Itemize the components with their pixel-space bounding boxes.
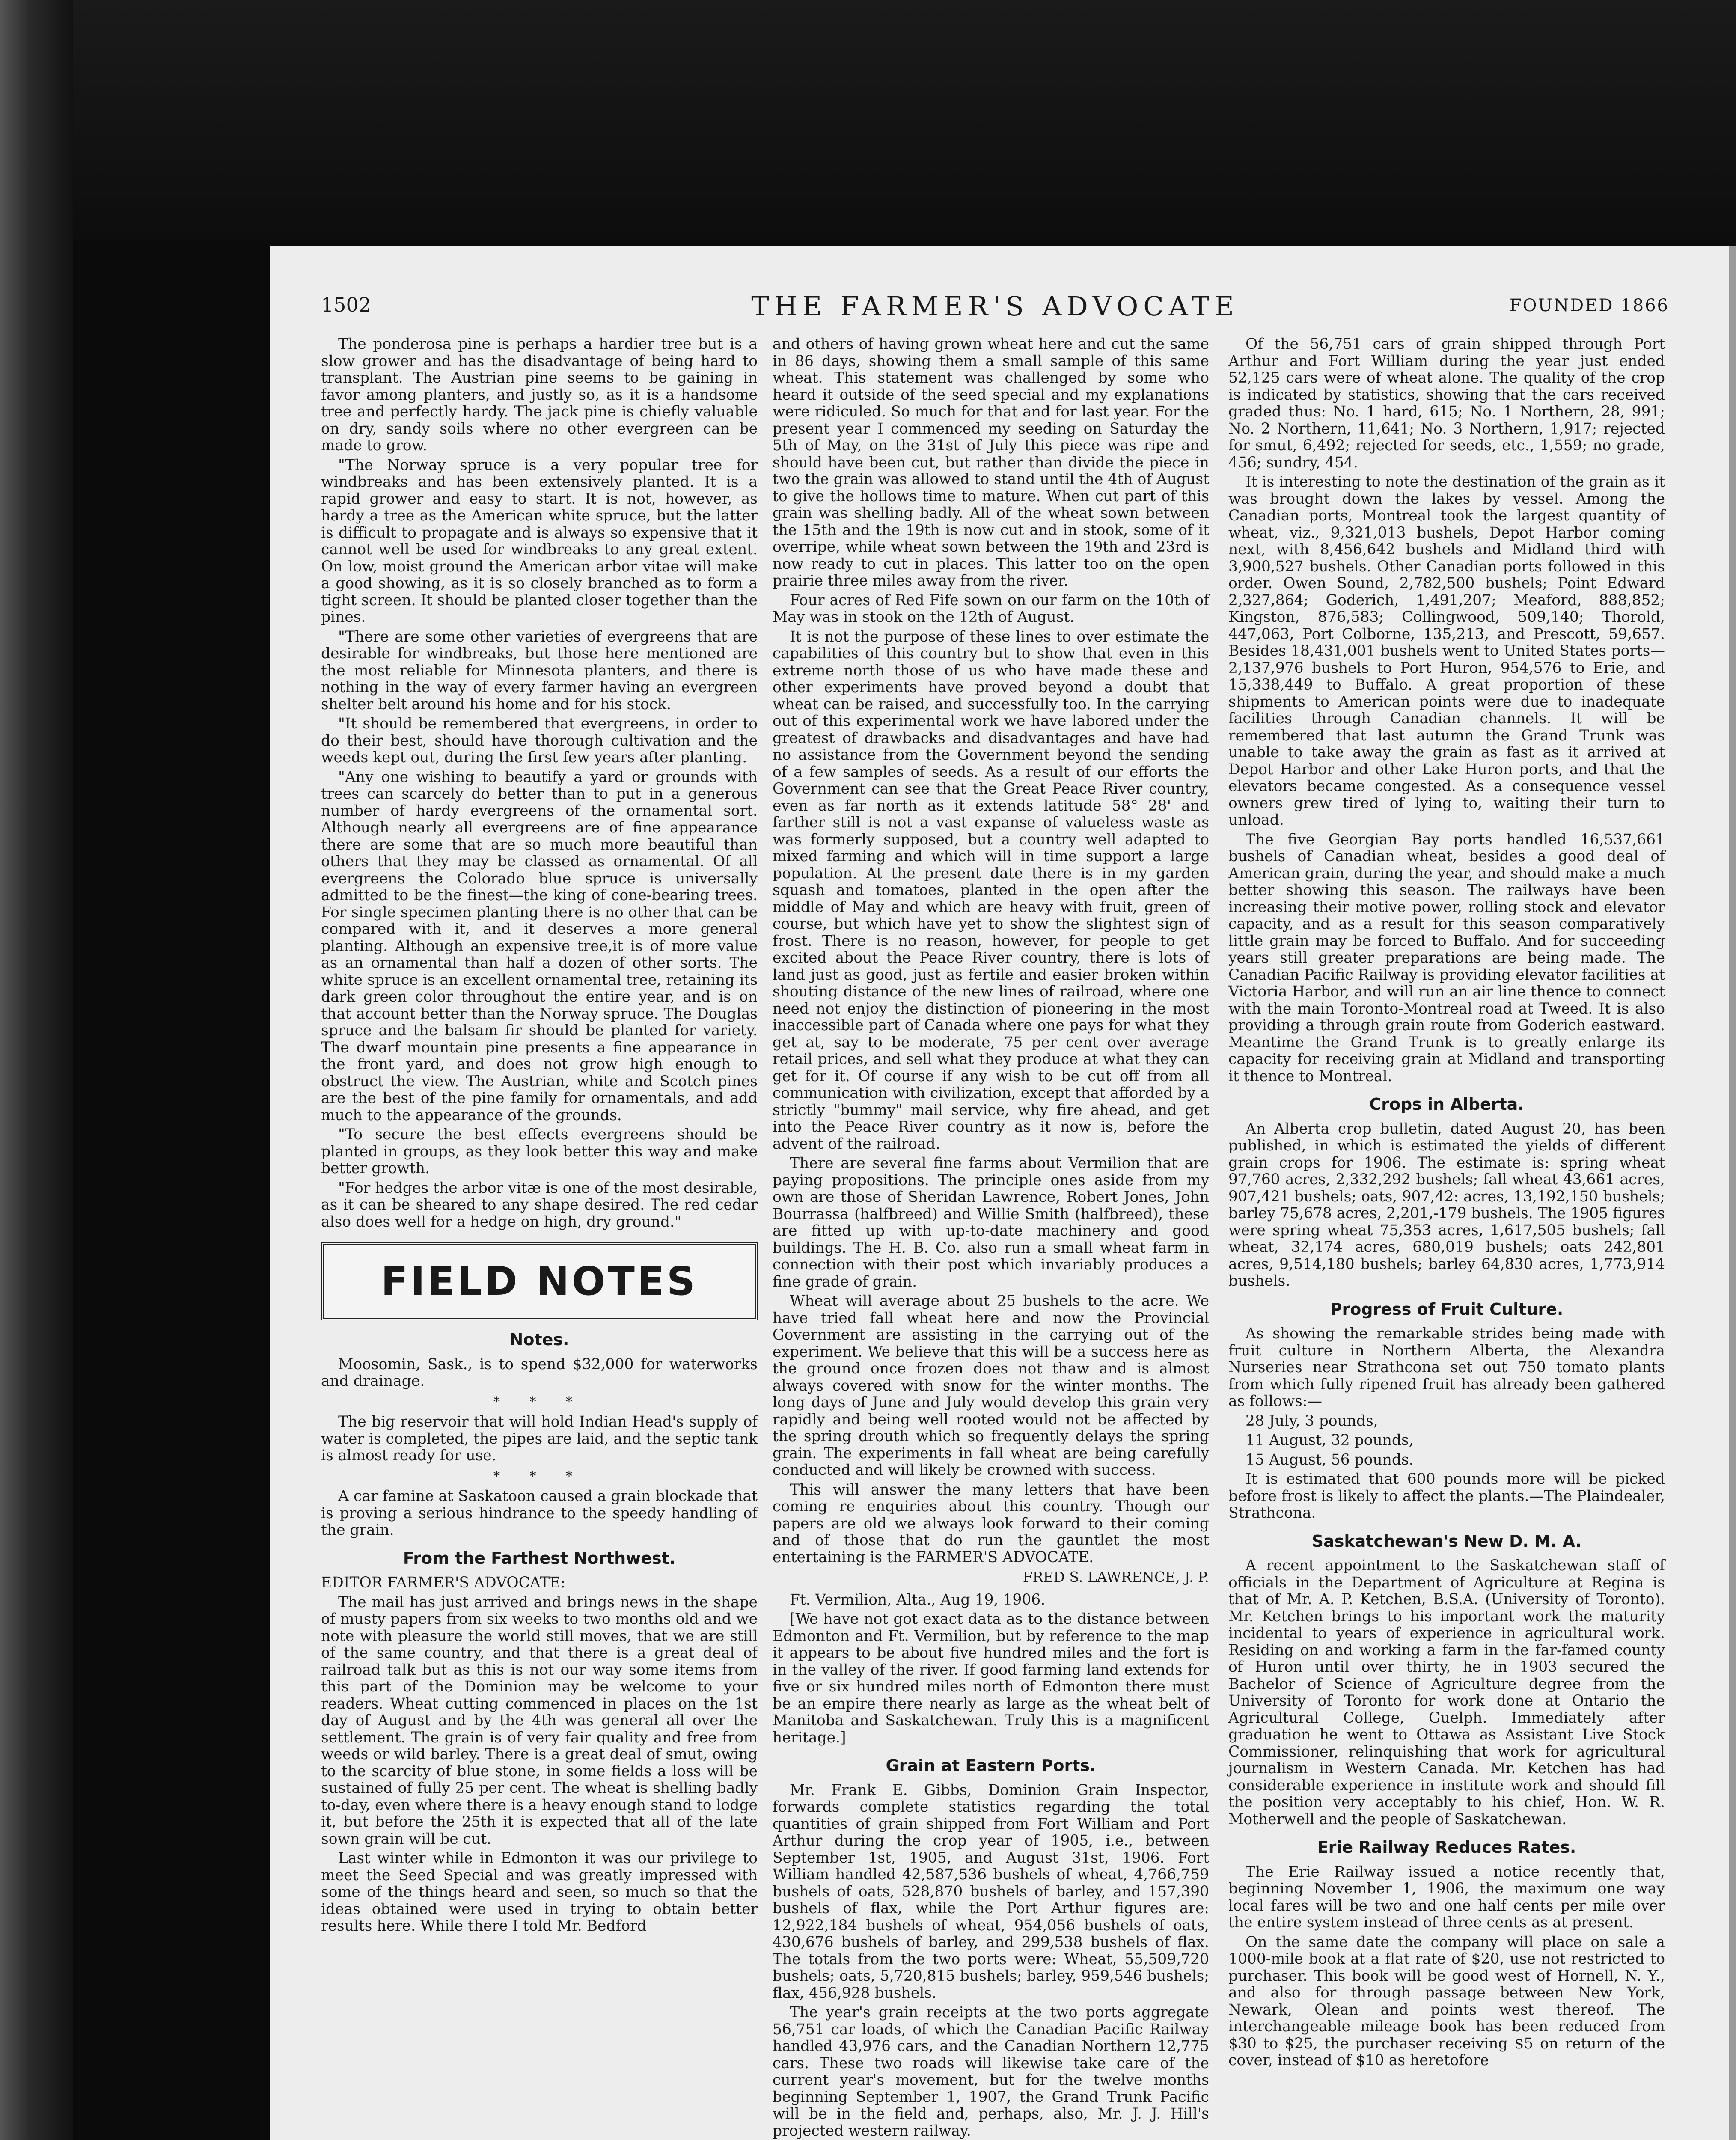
paragraph: On the same date the company will place on sale a 1000-mile book at a flat rate of $20, use not restricted to purchaser. This book will be good west of Hornell, N. Y., and also for through passage between New York, Newark, Olean and points west thereof. The interchangeable mileage book has been reduced from $30 to $25, the purchaser receiving $5 on return of the cover, instead of $10 as heretofore — [1228, 1933, 1665, 2069]
list-item: 28 July, 3 pounds, — [1246, 1412, 1378, 1430]
page-number: 1502 — [321, 293, 372, 316]
paragraph: The big reservoir that will hold Indian Head's supply of water is completed, the pipes are laid, and the septic tank is almost ready for use. — [321, 1413, 758, 1464]
separator-stars: * * * — [493, 1394, 586, 1409]
section-heading: Erie Railway Reduces Rates. — [1317, 1838, 1576, 1857]
dateline: Ft. Vermilion, Alta., Aug 19, 1906. — [790, 1591, 1046, 1608]
field-notes-banner: FIELD NOTES — [321, 1242, 758, 1320]
film-margin-left — [0, 0, 73, 2140]
section-heading: Saskatchewan's New D. M. A. — [1311, 1531, 1582, 1551]
paragraph: Four acres of Red Fife sown on our farm on the 10th of May was in stook on the 12th of August. — [773, 591, 1209, 626]
paragraph: The year's grain receipts at the two ports aggregate 56,751 car loads, of which the Canadian Pacific Railway handled 43,976 cars, and the Canadian Northern 12,775 cars. These two roads will likewise take care of the current year's movement, but for the twelve months beginning September 1, 1907, the Grand Trunk Pacific will be in the field and, perhaps, also, Mr. J. J. Hill's projected western railway. — [773, 2004, 1209, 2140]
section-heading: Notes. — [509, 1330, 569, 1349]
paragraph: "There are some other varieties of evergreens that are desirable for windbreaks, but those here mentioned are the most reliable for Minnesota planters, and there is nothing in the way of every farmer having an evergreen shelter belt around his home and for his stock. — [321, 628, 758, 713]
editor-salutation: EDITOR FARMER'S ADVOCATE: — [321, 1574, 565, 1591]
paragraph: It is not the purpose of these lines to over estimate the capabilities of this country but to show that even in this extreme north those of us who have made these and other experiments have proved beyond a doubt that wheat can be raised, and successfully too. In the carrying out of this experimental work we have labored under the greatest of drawbacks and disadvantages and have had no assistance from the Government beyond the sending of a few samples of seeds. As a result of our efforts the Government can see that the Great Peace River country, even as far north as it extends latitude 58° 28' and farther still is not a vast expanse of valueless waste as was formerly supposed, but a country well adapted to mixed farming and which will in time support a large population. At the present date there is in my garden squash and tomatoes, planted in the open after the middle of May and which are heavy with fruit, green of course, but which have yet to show the slightest sign of frost. There is no reason, however, for people to get excited about the Peace River country, there is lots of land just as good, just as fertile and easier broken within shouting distance of the new lines of railroad, where one need not enjoy the distinction of pioneering in the most inaccessible part of Canada where one pays for what they get at, say to be moderate, 75 per cent over average retail prices, and sell what they produce at what they can get for it. Of course if any wish to be cut off from all communication with civilization, except that afforded by a strictly "bummy" mail service, why fire ahead, and get into the Peace River country as it now is, before the advent of the railroad. — [773, 628, 1209, 1153]
paragraph: It is estimated that 600 pounds more will be picked before frost is likely to affect the plants.—The Plaindealer, Strathcona. — [1228, 1471, 1665, 1522]
masthead: THE FARMER'S ADVOCATE — [751, 291, 1239, 322]
paragraph: There are several fine farms about Vermilion that are paying propositions. The principle ones aside from my own are those of Sheridan Lawrence, Robert Jones, John Bourrassa (halfbreed) and Willie Smith (halfbreed), these are fitted up with up-to-date machinery and good buildings. The H. B. Co. also run a small wheat farm in connection with their post which invariably produces a fine grade of grain. — [773, 1155, 1209, 1290]
paragraph: The Erie Railway issued a notice recently that, beginning November 1, 1906, the maximum one way local fares will be two and one half cents per mile over the entire system instead of three cents as at present. — [1228, 1863, 1665, 1931]
page-header — [321, 293, 1669, 327]
editor-note: [We have not got exact data as to the distance between Edmonton and Ft. Vermilion, but by reference to the map it appears to be about five hundred miles and the fort is in the valley of the river. If good farming land extends for five or six hundred miles north of Edmonton there must be an empire there nearly as large as the wheat belt of Manitoba and Saskatchewan. Truly this is a magnificent heritage.] — [773, 1611, 1209, 1746]
paragraph: A recent appointment to the Saskatchewan staff of officials in the Department of Agriculture at Regina is that of Mr. A. P. Ketchen, B.S.A. (University of Toronto). Mr. Ketchen brings to his important work the maturity incidental to years of experience in agricultural work. Residing on and working a farm in the far-famed county of Huron until over thirty, he in 1903 secured the Bachelor of Science of Agriculture degree from the University of Toronto for work done at Ontario the Agricultural College, Guelph. Immediately after graduation he went to Ottawa as Assistant Live Stock Commissioner, relinquishing that work for agricultural journalism in Western Canada. Mr. Ketchen has had considerable experience in institute work and should fill the position very acceptably to his chief, Hon. W. R. Motherwell and the people of Saskatchewan. — [1228, 1557, 1665, 1828]
paragraph: Mr. Frank E. Gibbs, Dominion Grain Inspector, forwards complete statistics regarding the total quantities of grain shipped from Fort William and Port Arthur during the crop year of 1905, i.e., between September 1st, 1905, and August 31st, 1906. Fort William handled 42,587,536 bushels of wheat, 4,766,759 bushels of oats, 528,870 bushels of barley, and 157,390 bushels of flax, while the Port Arthur figures are: 12,922,184 bushels of wheat, 954,056 bushels of oats, 430,676 bushels of barley, and 299,538 bushels of flax. The totals from the two ports were: Wheat, 55,509,720 bushels; oats, 5,720,815 bushels; barley, 959,546 bushels; flax, 456,928 bushels. — [773, 1781, 1209, 2002]
paragraph: This will answer the many letters that have been coming re enquiries about this country. Though our papers are old we always look forward to their coming and of those that do run the gauntlet the most entertaining is the FARMER'S ADVOCATE. — [773, 1481, 1209, 1566]
column-2 — [773, 336, 1209, 2140]
paragraph: An Alberta crop bulletin, dated August 20, has been published, in which is estimated the yields of different grain crops for 1906. The estimate is: spring wheat 97,760 acres, 2,332,292 bushels; fall wheat 43,661 acres, 907,421 bushels; oats, 907,42: acres, 13,192,150 bushels; barley 75,678 acres, 2,201,-179 bushels. The 1905 figures were spring wheat 75,353 acres, 1,617,505 bushels; fall wheat, 32,174 acres, 680,019 bushels; oats 242,801 acres, 9,514,180 bushels; barley 64,830 acres, 1,773,914 bushels. — [1228, 1120, 1665, 1290]
paragraph: "To secure the best effects evergreens should be planted in groups, as they look better this way and make better growth. — [321, 1126, 758, 1177]
paragraph: The five Georgian Bay ports handled 16,537,661 bushels of Canadian wheat, besides a good deal of American grain, during the year, and should make a much better showing this season. The railways have been increasing their motive power, rolling stock and elevator capacity, and as a result for this season comparatively little grain may be forced to Buffalo. And for succeeding years still greater preparations are being made. The Canadian Pacific Railway is providing elevator facilities at Victoria Harbor, and will run an air line thence to connect with the main Toronto-Montreal road at Tweed. It is also providing a through grain route from Goderich eastward. Meantime the Grand Trunk is to greatly enlarge its capacity for receiving grain at Midland and transporting it thence to Montreal. — [1228, 831, 1665, 1085]
section-heading: Grain at Eastern Ports. — [886, 1756, 1096, 1775]
paragraph: "It should be remembered that evergreens, in order to do their best, should have thorough cultivation and the weeds kept out, during the first few years after planting. — [321, 715, 758, 766]
paragraph: Last winter while in Edmonton it was our privilege to meet the Seed Special and was greatly impressed with some of the things heard and seen, so much so that the ideas obtained were used in trying to obtain better results here. While there I told Mr. Bedford — [321, 1850, 758, 1935]
paragraph: Wheat will average about 25 bushels to the acre. We have tried fall wheat here and now the Provincial Government are assisting in the carrying out of the experiment. We believe that this will be a success here as the ground once frozen does not thaw and is almost always covered with snow for the winter months. The long days of June and July would develop this grain very rapidly and being well rooted would not be affected by the spring drouth which so frequently delays the spring grain. The experiments in fall wheat are being carefully conducted and will likely be crowned with success. — [773, 1293, 1209, 1479]
list-item: 15 August, 56 pounds. — [1246, 1451, 1414, 1468]
paragraph: The mail has just arrived and brings news in the shape of musty papers from six weeks to two months old and we note with pleasure the world still moves, that we are still of the same country, and that there is a great deal of railroad talk but as this is not our way some items from this part of the Dominion may be welcome to your readers. Wheat cutting commenced in places on the 1st day of August and by the 4th was general all over the settlement. The grain is of very fair quality and free from weeds or wild barley. There is a great deal of smut, owing to the scarcity of blue stone, in some fields a loss will be sustained of fully 25 per cent. The wheat is shelling badly to-day, even where there is a heavy enough stand to lodge it, but before the 25th it is expected that all of the late sown grain will be cut. — [321, 1593, 758, 1848]
founded-line: FOUNDED 1866 — [1509, 296, 1669, 315]
separator-stars: * * * — [493, 1468, 586, 1484]
paragraph: As showing the remarkable strides being made with fruit culture in Northern Alberta, the Alexandra Nurseries near Strathcona set out 750 tomato plants from which fully ripened fruit has already been gathered as follows:— — [1228, 1325, 1665, 1410]
paragraph: and others of having grown wheat here and cut the same in 86 days, showing them a small sample of this same wheat. This statement was challenged by some who heard it outside of the seed special and my explanations were ridiculed. So much for that and for last year. For the present year I commenced my seeding on Saturday the 5th of May, on the 31st of July this piece was ripe and should have been cut, but rather than divide the piece in two the grain was allowed to stand until the 4th of August to give the hollows time to mature. When cut part of this grain was shelling badly. All of the wheat sown between the 15th and the 19th is now cut and in stook, some of it overripe, while wheat sown between the 19th and 23rd is now ready to cut in places. This latter too on the open prairie three miles away from the river. — [773, 336, 1209, 589]
list-item: 11 August, 32 pounds, — [1246, 1432, 1414, 1449]
paragraph: A car famine at Saskatoon caused a grain blockade that is proving a serious hindrance to the speedy handling of the grain. — [321, 1488, 758, 1539]
paragraph: "The Norway spruce is a very popular tree for windbreaks and has been extensively planted. It is a rapid grower and easy to start. It is not, however, as hardy a tree as the American white spruce, but the latter is difficult to propagate and is always so expensive that it cannot well be used for windbreaks to any great extent. On low, moist ground the American arbor vitae will make a good showing, as it is so closely branched as to form a tight screen. It should be planted closer together than the pines. — [321, 456, 758, 626]
column-3 — [1228, 336, 1665, 2072]
paragraph: The ponderosa pine is perhaps a hardier tree but is a slow grower and has the disadvantage of being hard to transplant. The Austrian pine seems to be gaining in favor among planters, and justly so, as it is a handsome tree and perfectly hardy. The jack pine is chiefly valuable on dry, sandy soils where no other evergreen can be made to grow. — [321, 336, 758, 454]
paragraph: "Any one wishing to beautify a yard or grounds with trees can scarcely do better than to put in a generous number of hardy evergreens of the ornamental sort. Although nearly all evergreens are of fine appearance there are some that are so much more beautiful than others that they may be classed as ornamental. Of all evergreens the Colorado blue spruce is universally admitted to be the finest—the king of cone-bearing trees. For single specimen planting there is no other that can be compared with it, and it deserves a more general planting. Although an expensive tree,it is of more value as an ornamental than half a dozen of other sorts. The white spruce is an excellent ornamental tree, retaining its dark green color throughout the entire year, and is on that account better than the Norway spruce. The Douglas spruce and the balsam fir should be planted for variety. The dwarf mountain pine presents a fine appearance in the front yard, and does not grow high enough to obstruct the view. The Austrian, white and Scotch pines are the best of the pine family for ornamentals, and add much to the appearance of the grounds. — [321, 768, 758, 1124]
signature: FRED S. LAWRENCE, J. P. — [1023, 1569, 1209, 1585]
paragraph: It is interesting to note the destination of the grain as it was brought down the lakes by vessel. Among the Canadian ports, Montreal took the largest quantity of wheat, viz., 9,321,013 bushels, Depot Harbor coming next, with 8,456,642 bushels and Midland third with 3,900,527 bushels. Other Canadian ports followed in this order. Owen Sound, 2,782,500 bushels; Point Edward 2,327,864; Goderich, 1,491,207; Meaford, 888,852; Kingston, 876,583; Collingwood, 509,140; Thorold, 447,063, Port Colborne, 135,213, and Prescott, 59,657. Besides 18,431,001 bushels went to United States ports—2,137,976 bushels to Port Huron, 954,576 to Erie, and 15,338,449 to Buffalo. A great proportion of these shipments to American points were due to inadequate facilities through Canadian channels. It will be remembered that last autumn the Grand Trunk was unable to take away the grain as fast as it arrived at Depot Harbor and other Lake Huron ports, and that the elevators became congested. As a consequence vessel owners grew tired of lying to, waiting their turn to unload. — [1228, 473, 1665, 829]
section-heading: From the Farthest Northwest. — [403, 1549, 676, 1568]
column-1 — [321, 336, 758, 1938]
paragraph: "For hedges the arbor vitæ is one of the most desirable, as it can be sheared to any shape desired. The red cedar also does well for a hedge on high, dry ground." — [321, 1179, 758, 1230]
film-margin-top — [0, 0, 1736, 240]
section-heading: Progress of Fruit Culture. — [1330, 1299, 1564, 1319]
paragraph: Moosomin, Sask., is to spend $32,000 for waterworks and drainage. — [321, 1355, 758, 1390]
paragraph: Of the 56,751 cars of grain shipped through Port Arthur and Fort William during the year just ended 52,125 cars were of wheat alone. The quality of the crop is indicated by statistics, showing that the cars received graded thus: No. 1 hard, 615; No. 1 Northern, 28, 991; No. 2 Northern, 11,641; No. 3 Northern, 1,917; rejected for smut, 6,492; rejected for seeds, etc., 1,559; no grade, 456; sundry, 454. — [1228, 336, 1665, 471]
newspaper-page — [270, 246, 1729, 2140]
section-heading: Crops in Alberta. — [1369, 1095, 1524, 1114]
